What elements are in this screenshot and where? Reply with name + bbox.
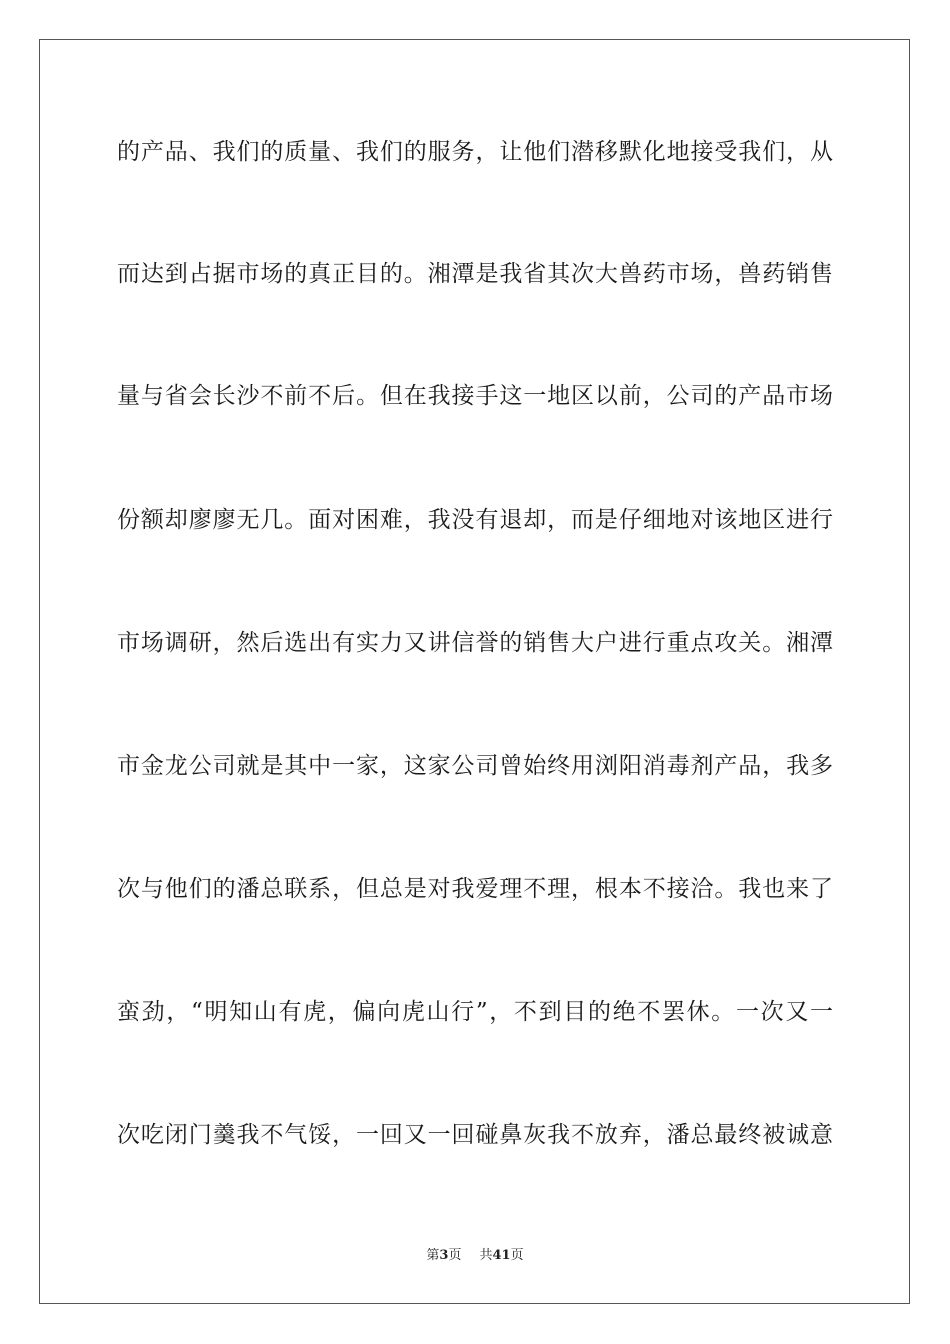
body-text-line-9: 次吃闭门羹我不气馁，一回又一回碰鼻灰我不放弃，潘总最终被诚意 <box>117 1122 833 1148</box>
page-number-suffix: 页 <box>448 1248 462 1263</box>
body-text-line-1: 的产品、我们的质量、我们的服务，让他们潜移默化地接受我们，从 <box>117 139 833 165</box>
body-text-line-8: 蛮劲，“明知山有虎，偏向虎山行”，不到目的绝不罢休。一次又一 <box>117 999 833 1025</box>
body-text-line-3: 量与省会长沙不前不后。但在我接手这一地区以前，公司的产品市场 <box>117 383 833 409</box>
page-footer <box>0 1247 950 1265</box>
page-number: 3 <box>439 1248 449 1263</box>
total-pages-prefix: 共 <box>479 1248 493 1263</box>
body-text-line-4: 份额却廖廖无几。面对困难，我没有退却，而是仔细地对该地区进行 <box>117 507 833 533</box>
body-text-line-6: 市金龙公司就是其中一家，这家公司曾始终用浏阳消毒剂产品，我多 <box>117 753 833 779</box>
total-pages: 41 <box>492 1248 511 1263</box>
total-pages-suffix: 页 <box>510 1248 524 1263</box>
page-number-prefix: 第 <box>426 1248 440 1263</box>
page-border <box>39 39 910 1304</box>
body-text-line-7: 次与他们的潘总联系，但总是对我爱理不理，根本不接洽。我也来了 <box>117 876 833 902</box>
body-text-line-5: 市场调研，然后选出有实力又讲信誉的销售大户进行重点攻关。湘潭 <box>117 630 833 656</box>
body-text-line-2: 而达到占据市场的真正目的。湘潭是我省其次大兽药市场，兽药销售 <box>117 261 833 287</box>
